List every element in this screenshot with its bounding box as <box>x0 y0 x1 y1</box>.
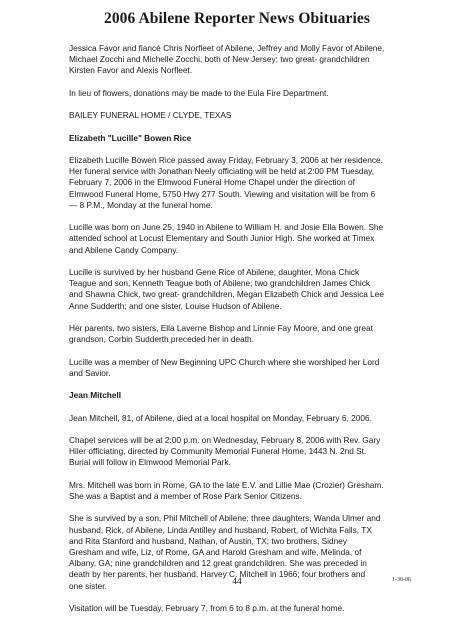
rice-church-paragraph: Lucille was a member of New Beginning UPC Church where she worshiped her Lord and Savior. <box>69 356 380 378</box>
rice-birth-paragraph: Lucille was born on June 25, 1940 in Abilene to William H. and Josie Ella Bowen. She attended school at Locust Elementary and South Junior High. She worked at Timex and Abilene Candy Company. <box>69 222 384 255</box>
obituary-heading-rice: Elizabeth "Lucille" Bowen Rice <box>69 132 192 143</box>
mitchell-death-paragraph: Jean Mitchell, 81, of Abilene, died at a local hospital on Monday, February 6, 2006. <box>69 412 372 423</box>
rice-survivors-paragraph: Lucille is survived by her husband Gene Rice of Abilene; daughter, Mona Chick Teague and son, Kenneth Teague both of Abilene; two grandchildren James Chick and Shawna Chick, two great- grandchildren, Megan Elizabeth Chick and Jessica Lee Anne Sudderth; and one sister, Louise Hudson of Abilene. <box>69 266 384 311</box>
rice-preceded-paragraph: Her parents, two sisters, Ella Laverne Bishop and Linnie Fay Moore, and one great grandson, Corbin Sudderth preceded her in death. <box>69 322 373 345</box>
mitchell-service-paragraph: Chapel services will be at 2:00 p.m. on Wednesday, February 8, 2006 with Rev. Gary Hiler officiating, directed by Community Memorial Funeral Home, 1443 N. 2nd St. Burial will follow in Elmwood Memorial Park. <box>69 434 381 468</box>
mitchell-birth-paragraph: Mrs. Mitchell was born in Rome, GA to the late E.V. and Lillie Mae (Crozier) Gresham. She was a Baptist and a member of Rose Park Senior Citizens. <box>69 479 384 501</box>
obituary-heading-mitchell: Jean Mitchell <box>69 390 122 401</box>
donations-paragraph: In lieu of flowers, donations may be made to the Eula Fire Department. <box>69 87 329 98</box>
survivors-paragraph: Jessica Favor and fiancé Chris Norfleet of Abilene, Jeffrey and Molly Favor of Abilene, Michael Zocchi and Michelle Zocchi, both of New Jersey; two great- grandchildren Kirsten Favor and Alexis Norfleet. <box>69 43 385 76</box>
rice-service-paragraph: Elizabeth Lucille Bowen Rice passed away Friday, February 3, 2006 at her residence. Her funeral service with Jonathan Neely officiating will be held at 2:00 PM Tuesday, February 7, 2006 in the Elmwood Funeral Home Chapel under the direction of Elmwood Funeral Home, 5750 Hwy 277 South. Viewing and visitation will be from 6 — 8 P.M., Monday at the funeral home. <box>69 154 383 210</box>
mitchell-visitation-paragraph: Visitation will be Tuesday, February 7, from 6 to 8 p.m. at the funeral home. <box>69 602 345 613</box>
page-date: 1-30-06 <box>392 577 411 583</box>
page-number: 44 <box>232 577 242 587</box>
page-title: 2006 Abilene Reporter News Obituaries <box>103 10 371 27</box>
funeral-home-line: BAILEY FUNERAL HOME / CLYDE, TEXAS <box>69 110 232 121</box>
obituaries-body <box>69 43 414 625</box>
mitchell-survivors-paragraph: She is survived by a son, Phil Mitchell of Abilene; three daughters, Wanda Ulmer and husband, Rick, of Abilene, Linda Antilley and husband, Robert, of Wichita Falls, TX and Rita Stanford and husband, Nathan, of Austin, TX; two brothers, Sidney Gresham and wife, Liz, of Rome, GA and Harold Gresham and wife, Melinda, of Albany, GA; nine grandchildren and 12 great grandchildren. She was preceded in death by her parents, her husband, Harvey C. Mitchell in 1966; four brothers and one sister. <box>69 513 381 591</box>
